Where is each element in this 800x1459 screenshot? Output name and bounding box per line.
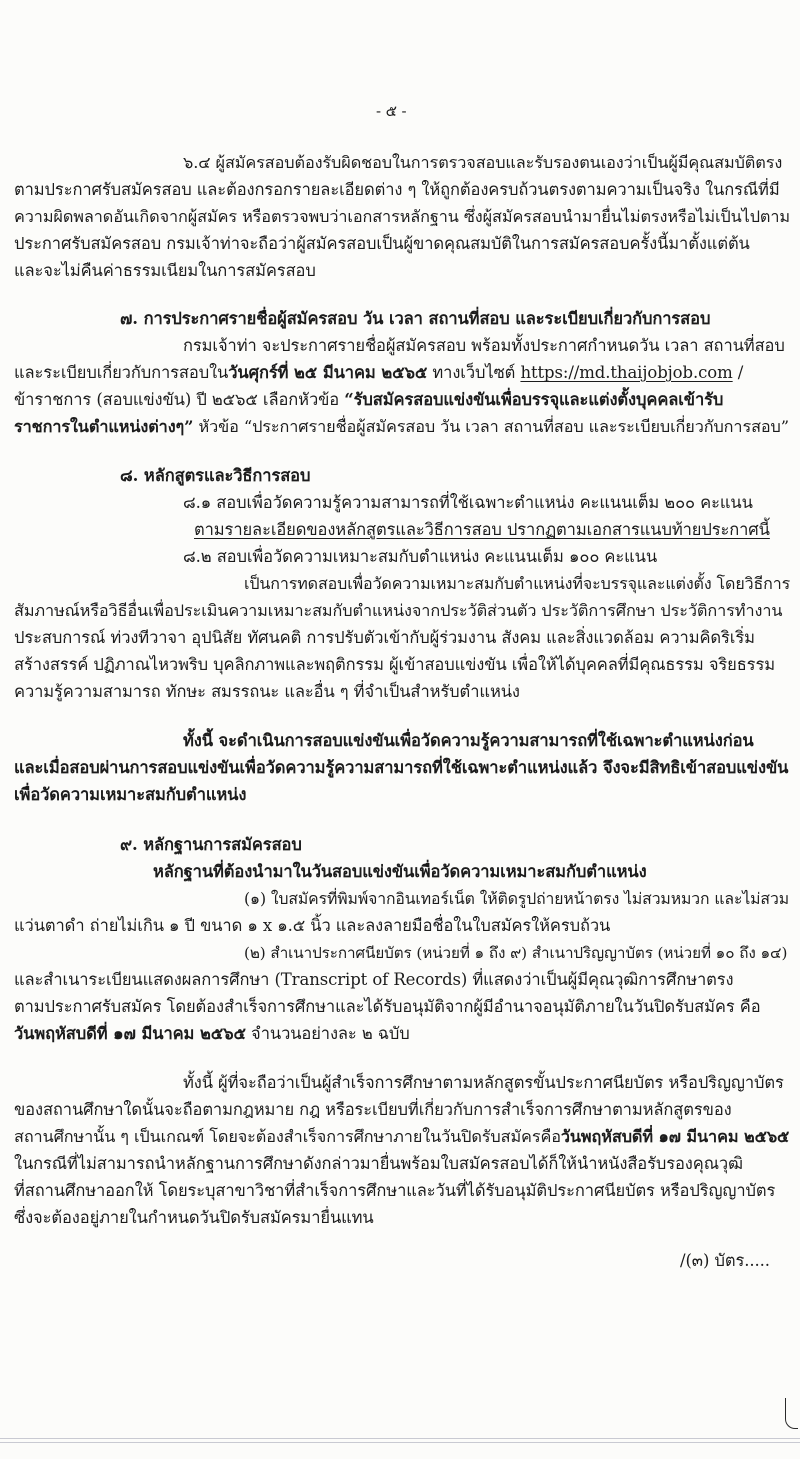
text-line: และจะไม่คืนค่าธรรมเนียมในการสมัครสอบ	[14, 261, 316, 280]
text-line: (๒) สำเนาประกาศนียบัตร (หน่วยที่ ๑ ถึง ๙) สำเนาปริญญาบัตร (หน่วยที่ ๑๐ ถึง ๑๔)	[244, 944, 788, 962]
text-line: ทั้งนี้ จะดำเนินการสอบแข่งขันเพื่อวัดความรู้ความสามารถที่ใช้เฉพาะตำแหน่งก่อน	[183, 731, 754, 750]
text-line: ตามรายละเอียดของหลักสูตรและวิธีการสอบ ปรากฏตามเอกสารแนบท้ายประกาศนี้	[194, 520, 770, 539]
text-line: ความรู้ความสามารถ ทักษะ สมรรถนะ และอื่น ๆ ที่จำเป็นสำหรับตำแหน่ง	[14, 682, 520, 701]
text-span: และระเบียบเกี่ยวกับการสอบใน	[14, 363, 229, 382]
text-span: ข้าราชการ (สอบแข่งขัน) ปี ๒๕๖๕ เลือกหัวข้อ	[14, 390, 345, 409]
closing-date: วันพฤหัสบดีที่ ๑๗ มีนาคม ๒๕๖๕	[560, 1127, 790, 1146]
divider	[0, 1438, 800, 1439]
text-line: ในกรณีที่ไม่สามารถนำหลักฐานการศึกษาดังกล่าวมายื่นพร้อมใบสมัครสอบได้ก็ให้นำหนังสือรับรองคุณวุฒิ	[14, 1154, 743, 1173]
text-line: สร้างสรรค์ ปฏิภาณไหวพริบ บุคลิกภาพและพฤติกรรม ผู้เข้าสอบแข่งขัน เพื่อให้ได้บุคคลที่มีคุณธรรม จริยธรรม	[14, 655, 775, 674]
divider	[0, 1442, 800, 1443]
text-line: ที่สถานศึกษาออกให้ โดยระบุสาขาวิชาที่สำเร็จการศึกษาและวันที่ได้รับอนุมัติประกาศนียบัตร หรือปริญญาบัตร	[14, 1181, 776, 1200]
text-line: ประกาศรับสมัครสอบ กรมเจ้าท่าจะถือว่าผู้สมัครสอบเป็นผู้ขาดคุณสมบัติในการสมัครสอบครั้งนี้มาตั้งแต่ต้น	[14, 234, 750, 253]
text-line: ตามประกาศรับสมัครสอบ และต้องกรอกรายละเอียดต่าง ๆ ให้ถูกต้องครบถ้วนตรงตามความเป็นจริง ในกรณีที่มี	[14, 180, 780, 199]
text-line: สัมภาษณ์หรือวิธีอื่นเพื่อประเมินความเหมาะสมกับตำแหน่งจากประวัติส่วนตัว ประวัติการศึกษา ประวัติการทำงาน	[14, 601, 783, 620]
binding-mark	[785, 1398, 798, 1429]
text-line: กรมเจ้าท่า จะประกาศรายชื่อผู้สมัครสอบ พร้อมทั้งประกาศกำหนดวัน เวลา สถานที่สอบ	[183, 336, 785, 355]
section-subheading: หลักฐานที่ต้องนำมาในวันสอบแข่งขันเพื่อวัดความเหมาะสมกับตำแหน่ง	[153, 862, 647, 881]
continuation-marker: /(๓) บัตร.....	[680, 1251, 770, 1270]
text-span: /	[732, 363, 744, 382]
text-line: เป็นการทดสอบเพื่อวัดความเหมาะสมกับตำแหน่งที่จะบรรจุและแต่งตั้ง โดยวิธีการ	[244, 574, 791, 593]
text-line	[14, 362, 743, 384]
text-line: ๘.๒ สอบเพื่อวัดความเหมาะสมกับตำแหน่ง คะแนนเต็ม ๑๐๐ คะแนน	[183, 547, 658, 566]
text-line: ความผิดพลาดอันเกิดจากผู้สมัคร หรือตรวจพบว่าเอกสารหลักฐาน ซึ่งผู้สมัครสอบนำมายื่นไม่ตรงหรือไม่เป็นไปตาม	[14, 207, 791, 226]
text-span: ทางเว็บไซต์	[427, 363, 521, 382]
text-line: ของสถานศึกษาใดนั้นจะถือตามกฎหมาย กฎ หรือระเบียบที่เกี่ยวกับการสำเร็จการศึกษาตามหลักสูตรของ	[14, 1100, 732, 1119]
text-line	[14, 416, 789, 438]
closing-date: วันพฤหัสบดีที่ ๑๗ มีนาคม ๒๕๖๕	[14, 1024, 246, 1043]
text-line: ซึ่งจะต้องอยู่ภายในกำหนดวันปิดรับสมัครมายื่นแทน	[14, 1208, 374, 1227]
text-line: และสำเนาระเบียนแสดงผลการศึกษา (Transcript of Records) ที่แสดงว่าเป็นผู้มีคุณวุฒิการศึกษาตรง	[14, 970, 734, 989]
text-line: และเมื่อสอบผ่านการสอบแข่งขันเพื่อวัดความรู้ความสามารถที่ใช้เฉพาะตำแหน่งแล้ว จึงจะมีสิทธิเข้าสอบแข่งขัน	[14, 758, 789, 777]
announcement-date: วันศุกร์ที่ ๒๕ มีนาคม ๒๕๖๕	[228, 363, 428, 382]
text-line	[14, 389, 723, 411]
section-heading: ๗. การประกาศรายชื่อผู้สมัครสอบ วัน เวลา สถานที่สอบ และระเบียบเกี่ยวกับการสอบ	[120, 309, 711, 328]
text-line	[14, 1126, 789, 1148]
text-line: ประสบการณ์ ท่วงทีวาจา อุปนิสัย ทัศนคติ การปรับตัวเข้ากับผู้ร่วมงาน สังคม และสิ่งแวดล้อม ความคิดริเริ่ม	[14, 628, 755, 647]
section-heading: ๙. หลักฐานการสมัครสอบ	[120, 835, 302, 854]
text-span: สถานศึกษานั้น ๆ เป็นเกณฑ์ โดยจะต้องสำเร็จการศึกษาภายในวันปิดรับสมัครคือ	[14, 1127, 561, 1146]
page-number: - ๕ -	[376, 102, 407, 120]
text-line: ๘.๑ สอบเพื่อวัดความรู้ความสามารถที่ใช้เฉพาะตำแหน่ง คะแนนเต็ม ๒๐๐ คะแนน	[183, 493, 753, 512]
section-heading: ๘. หลักสูตรและวิธีการสอบ	[120, 466, 311, 485]
text-line: ตามประกาศรับสมัคร โดยต้องสำเร็จการศึกษาและได้รับอนุมัติจากผู้มีอำนาจอนุมัติภายในวันปิดรับสมัคร คือ	[14, 997, 761, 1016]
text-line: ทั้งนี้ ผู้ที่จะถือว่าเป็นผู้สำเร็จการศึกษาตามหลักสูตรขั้นประกาศนียบัตร หรือปริญญาบัตร	[183, 1073, 784, 1092]
topic-title: ราชการในตำแหน่งต่างๆ”	[14, 417, 194, 436]
text-line: ๖.๔ ผู้สมัครสอบต้องรับผิดชอบในการตรวจสอบและรับรองตนเองว่าเป็นผู้มีคุณสมบัติตรง	[183, 153, 783, 172]
text-line: แว่นตาดำ ถ่ายไม่เกิน ๑ ปี ขนาด ๑ x ๑.๕ นิ้ว และลงลายมือชื่อในใบสมัครให้ครบถ้วน	[14, 916, 611, 935]
text-line: เพื่อวัดความเหมาะสมกับตำแหน่ง	[14, 785, 247, 804]
text-span: จำนวนอย่างละ ๒ ฉบับ	[245, 1024, 410, 1043]
topic-title: “รับสมัครสอบแข่งขันเพื่อบรรจุและแต่งตั้งบุคคลเข้ารับ	[344, 390, 724, 409]
text-line: (๑) ใบสมัครที่พิมพ์จากอินเทอร์เน็ต ให้ติดรูปถ่ายหน้าตรง ไม่สวมหมวก และไม่สวม	[244, 889, 789, 908]
text-span: หัวข้อ “ประกาศรายชื่อผู้สมัครสอบ วัน เวลา สถานที่สอบ และระเบียบเกี่ยวกับการสอบ”	[193, 417, 789, 436]
text-line	[14, 1023, 410, 1045]
website-link[interactable]: https://md.thaijobjob.com	[520, 363, 733, 382]
